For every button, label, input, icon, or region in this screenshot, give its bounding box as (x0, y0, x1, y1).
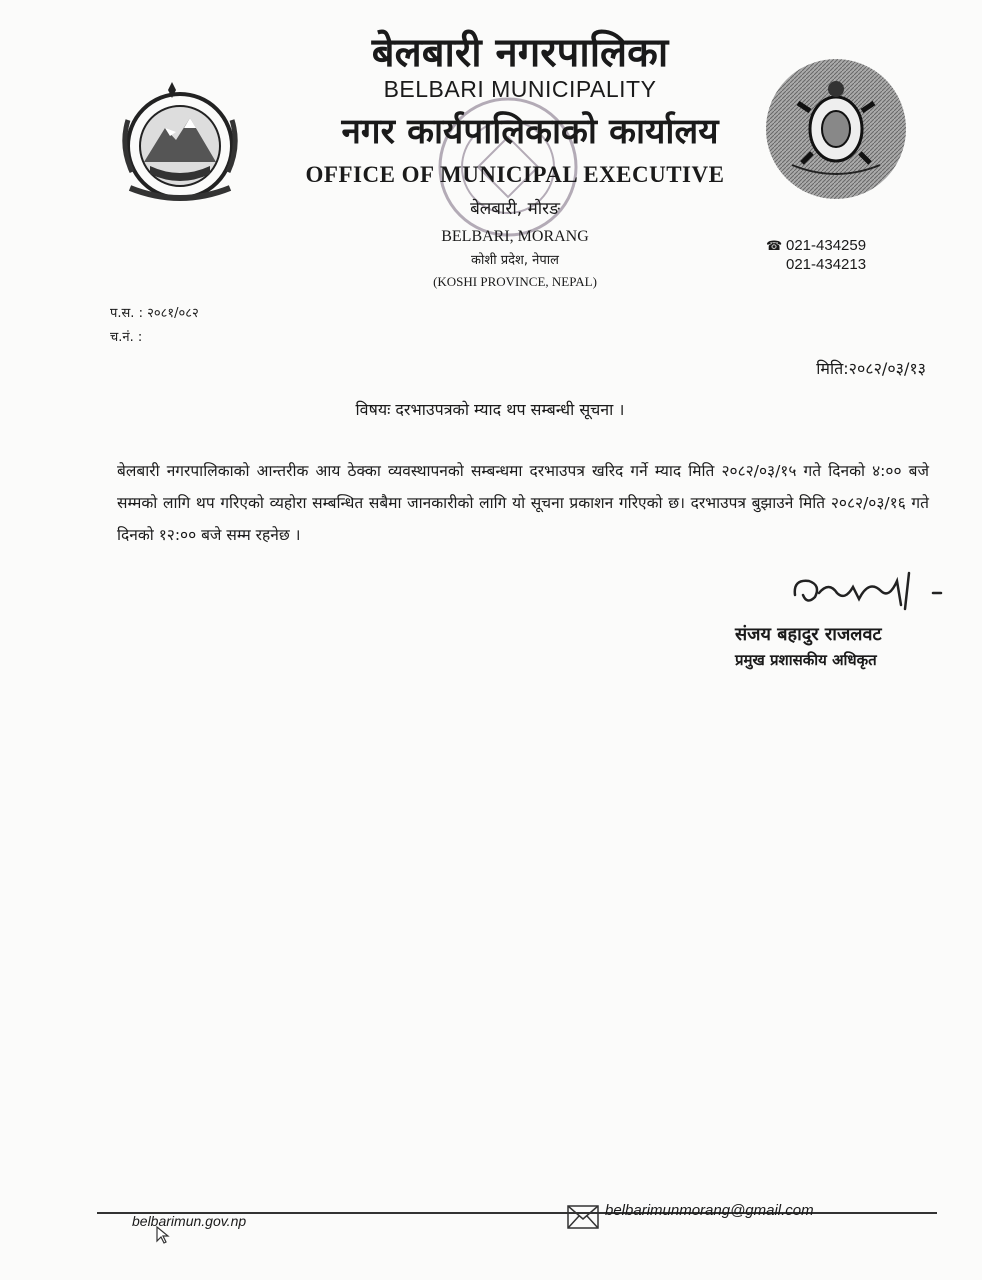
province-np: कोशी प्रदेश, नेपाल (471, 253, 559, 268)
envelope-icon (567, 1205, 599, 1229)
address-en: BELBARI, MORANG (441, 228, 589, 245)
footer-website-link[interactable]: belbarimun.gov.np (132, 1213, 247, 1229)
nepal-emblem-icon (110, 80, 250, 210)
reference-number: प.स. : २०८१/०८२ (110, 306, 199, 321)
office-name-np: नगर कार्यपालिकाको कार्यालय (341, 112, 719, 152)
phone-block (766, 236, 866, 274)
reference-block (110, 302, 199, 350)
province-en: (KOSHI PROVINCE, NEPAL) (433, 274, 597, 289)
footer-email-link[interactable]: belbarimunmorang@gmail.com (605, 1202, 814, 1219)
letter-date: मिति:२०८२/०३/१३ (816, 359, 926, 378)
cursor-icon (155, 1226, 171, 1244)
letter-subject: विषयः दरभाउपत्रको म्याद थप सम्बन्धी सूचना । (355, 400, 625, 419)
municipality-name-en: BELBARI MUNICIPALITY (383, 76, 657, 102)
signatory-name: संजय बहादुर राजलवट (735, 624, 882, 645)
office-name-en: OFFICE OF MUNICIPAL EXECUTIVE (305, 162, 725, 187)
signatory-title: प्रमुख प्रशासकीय अधिकृत (735, 651, 877, 669)
phone-number-2: 021-434213 (786, 256, 867, 273)
dispatch-number: च.नं. : (110, 330, 143, 345)
telephone-icon: ☎ (766, 238, 783, 253)
signature-icon (785, 565, 945, 615)
municipality-name-np: बेलबारी नगरपालिका (371, 30, 669, 76)
address-np: बेलबारी, मोरङ (470, 199, 560, 219)
phone-number-1: 021-434259 (786, 237, 867, 254)
letter-body: बेलबारी नगरपालिकाको आन्तरीक आय ठेक्का व्यवस्थापनको सम्बन्धमा दरभाउपत्र खरिद गर्ने म्याद मिति २०८२/०३/१५ गते दिनको ४:०० बजे सम्मको लागि थप गरिएको व्यहोरा सम्बन्धित सबैमा जानकारीको लागि यो सूचना प्रकाशन गरिएको छ। दरभाउपत्र बुझाउने मिति २०८२/०३/१६ गते दिनको १२:०० बजे सम्म रहनेछ । (117, 462, 929, 544)
